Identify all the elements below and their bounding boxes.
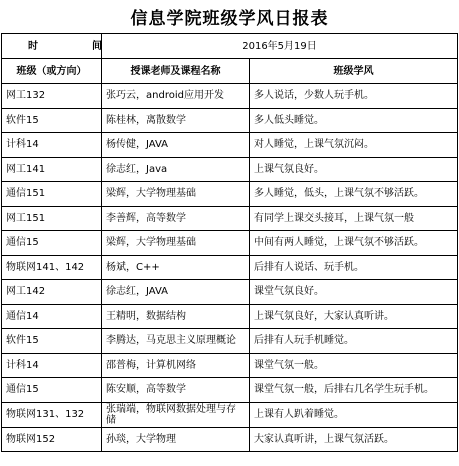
teacher-cell: 陈安顺，高等数学 [102, 378, 250, 403]
class-cell: 物联网141、142 [2, 255, 102, 280]
style-cell: 课堂气氛一般，后排右几名学生玩手机。 [250, 378, 458, 403]
class-cell: 通信15 [2, 378, 102, 403]
class-cell: 计科14 [2, 133, 102, 158]
teacher-cell: 张瑞端，物联网数据处理与存储 [102, 402, 250, 427]
teacher-cell: 王精明，数据结构 [102, 304, 250, 329]
teacher-cell: 杨传健，JAVA [102, 133, 250, 158]
teacher-cell: 邵普梅，计算机网络 [102, 353, 250, 378]
table-row [2, 255, 458, 280]
table-row [2, 182, 458, 207]
class-cell: 网工141 [2, 157, 102, 182]
teacher-cell: 李善辉，高等数学 [102, 206, 250, 231]
table-row [2, 133, 458, 158]
style-cell: 中间有两人睡觉，上课气氛不够活跃。 [250, 231, 458, 256]
header-class: 班级（或方向） [2, 59, 102, 84]
table-row [2, 427, 458, 452]
table-row [2, 231, 458, 256]
report-table [1, 33, 458, 452]
teacher-cell: 陈桂林，离散数学 [102, 108, 250, 133]
table-row [2, 353, 458, 378]
class-cell: 网工132 [2, 84, 102, 109]
teacher-cell: 张巧云，android应用开发 [102, 84, 250, 109]
class-cell: 物联网152 [2, 427, 102, 452]
style-cell: 对人睡觉，上课气氛沉闷。 [250, 133, 458, 158]
class-cell: 通信15 [2, 231, 102, 256]
style-cell: 后排有人说话、玩手机。 [250, 255, 458, 280]
table-row [2, 402, 458, 427]
teacher-cell: 梁辉，大学物理基础 [102, 231, 250, 256]
date-value: 2016年5月19日 [102, 34, 458, 59]
style-cell: 多人说话，少数人玩手机。 [250, 84, 458, 109]
table-row [2, 108, 458, 133]
style-cell: 大家认真听讲，上课气氛活跃。 [250, 427, 458, 452]
class-cell: 软件15 [2, 329, 102, 354]
class-cell: 网工142 [2, 280, 102, 305]
class-cell: 软件15 [2, 108, 102, 133]
report-title: 信息学院班级学风日报表 [130, 9, 329, 29]
style-cell: 多人睡觉，低头，上课气氛不够活跃。 [250, 182, 458, 207]
teacher-cell: 杨斌，C++ [102, 255, 250, 280]
teacher-cell: 孙琰，大学物理 [102, 427, 250, 452]
teacher-cell: 李腾达，马克思主义原理概论 [102, 329, 250, 354]
style-cell: 上课有人趴着睡觉。 [250, 402, 458, 427]
style-cell: 有同学上课交头接耳，上课气氛一般 [250, 206, 458, 231]
table-row [2, 329, 458, 354]
table-row [2, 206, 458, 231]
table-row [2, 157, 458, 182]
class-cell: 物联网131、132 [2, 402, 102, 427]
date-label: 时 间 [2, 34, 102, 59]
teacher-cell: 徐志红，JAVA [102, 280, 250, 305]
class-cell: 通信14 [2, 304, 102, 329]
date-row [2, 34, 458, 59]
style-cell: 上课气氛良好，大家认真听讲。 [250, 304, 458, 329]
style-cell: 上课气氛良好。 [250, 157, 458, 182]
header-row [2, 59, 458, 84]
style-cell: 课堂气氛良好。 [250, 280, 458, 305]
table-row [2, 84, 458, 109]
header-teacher: 授课老师及课程名称 [102, 59, 250, 84]
style-cell: 后排有人玩手机睡觉。 [250, 329, 458, 354]
teacher-cell: 梁辉，大学物理基础 [102, 182, 250, 207]
style-cell: 课堂气氛一般。 [250, 353, 458, 378]
table-row [2, 280, 458, 305]
style-cell: 多人低头睡觉。 [250, 108, 458, 133]
class-cell: 计科14 [2, 353, 102, 378]
table-row [2, 378, 458, 403]
table-row [2, 304, 458, 329]
header-style: 班级学风 [250, 59, 458, 84]
teacher-cell: 徐志红，Java [102, 157, 250, 182]
class-cell: 通信151 [2, 182, 102, 207]
class-cell: 网工151 [2, 206, 102, 231]
